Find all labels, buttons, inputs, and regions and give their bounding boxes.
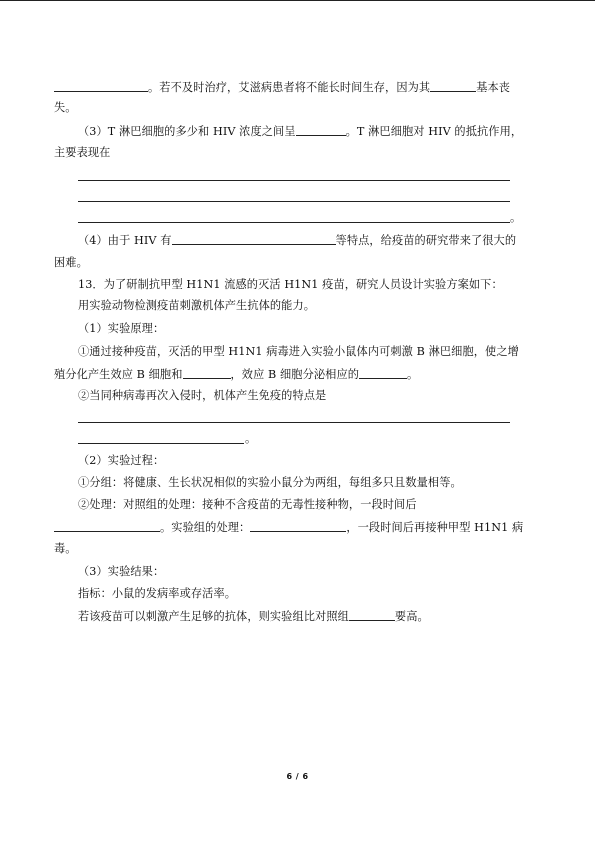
question-13-stem: 13．为了研制抗甲型 H1N1 流感的灭活 H1N1 疫苗，研究人员设计实验方案如下： bbox=[78, 278, 503, 291]
text-segment: 基本丧 bbox=[476, 81, 511, 94]
text-segment: ，一段时间后再接种甲型 H1N1 病 bbox=[346, 521, 524, 534]
text-segment: 。实验组的处理： bbox=[160, 521, 251, 534]
page-number: 6 / 6 bbox=[286, 772, 309, 781]
answer-blank bbox=[359, 367, 407, 379]
text-line-4: 主要表现在 bbox=[54, 146, 111, 159]
text-segment: 若该疫苗可以刺激产生足够的抗体，则实验组比对照组 bbox=[78, 610, 349, 623]
text-line-15: ①分组：将健康、生长状况相似的实验小鼠分为两组，每组多只且数量相等。 bbox=[78, 476, 462, 489]
section-heading-principle: （1）实验原理： bbox=[78, 322, 165, 335]
text-line-10: ①通过接种疫苗，灭活的甲型 H1N1 病毒进入实验小鼠体内可刺激 B 淋巴细胞，使之增 bbox=[78, 345, 519, 358]
section-heading-process: （2）实验过程： bbox=[78, 454, 165, 467]
text-segment: ，效应 B 细胞分泌相应的 bbox=[230, 368, 360, 381]
text-segment: 。若不及时治疗，艾滋病患者将不能长时间生存，因为其 bbox=[148, 81, 431, 94]
text-line-11 bbox=[54, 367, 418, 382]
text-line-12: ②当同种病毒再次入侵时，机体产生免疫的特点是 bbox=[78, 389, 327, 402]
text-segment: 要高。 bbox=[394, 610, 429, 623]
answer-blank bbox=[54, 80, 148, 92]
period-mark: 。 bbox=[510, 211, 522, 224]
text-segment: 殖分化产生效应 B 细胞和 bbox=[54, 368, 183, 381]
answer-blank bbox=[349, 609, 395, 621]
top-border-line bbox=[0, 0, 595, 1]
text-line-5 bbox=[78, 233, 516, 248]
text-line-18: 毒。 bbox=[54, 542, 77, 555]
text-line-8: 用实验动物检测疫苗刺激机体产生抗体的能力。 bbox=[78, 299, 316, 312]
answer-blank bbox=[172, 233, 336, 245]
answer-blank bbox=[54, 520, 160, 532]
text-line-16: ②处理：对照组的处理：接种不含疫苗的无毒性接种物，一段时间后 bbox=[78, 498, 417, 511]
text-segment: 。T 淋巴细胞对 HIV 的抵抗作用， bbox=[345, 125, 523, 138]
text-line-3 bbox=[78, 124, 522, 139]
answer-rule bbox=[78, 180, 510, 181]
answer-blank bbox=[183, 367, 231, 379]
text-line-20: 指标：小鼠的发病率或存活率。 bbox=[78, 587, 237, 600]
answer-blank bbox=[296, 124, 346, 136]
period-mark: 。 bbox=[245, 432, 257, 445]
text-line-17 bbox=[54, 520, 523, 535]
text-line-6: 困难。 bbox=[54, 256, 88, 269]
text-segment: 。 bbox=[407, 368, 419, 381]
answer-blank bbox=[250, 520, 346, 532]
answer-rule bbox=[78, 201, 510, 202]
answer-rule bbox=[78, 422, 510, 423]
text-line-1 bbox=[54, 80, 510, 95]
text-segment: （3）T 淋巴细胞的多少和 HIV 浓度之间呈 bbox=[78, 125, 296, 138]
text-line-2: 失。 bbox=[54, 101, 77, 114]
text-segment: 等特点，给疫苗的研究带来了很大的 bbox=[335, 234, 517, 247]
answer-rule bbox=[78, 222, 510, 223]
answer-blank bbox=[430, 80, 476, 92]
section-heading-result: （3）实验结果： bbox=[78, 565, 165, 578]
answer-rule bbox=[78, 443, 244, 444]
text-segment: （4）由于 HIV 有 bbox=[78, 234, 172, 247]
text-line-21 bbox=[78, 609, 429, 624]
